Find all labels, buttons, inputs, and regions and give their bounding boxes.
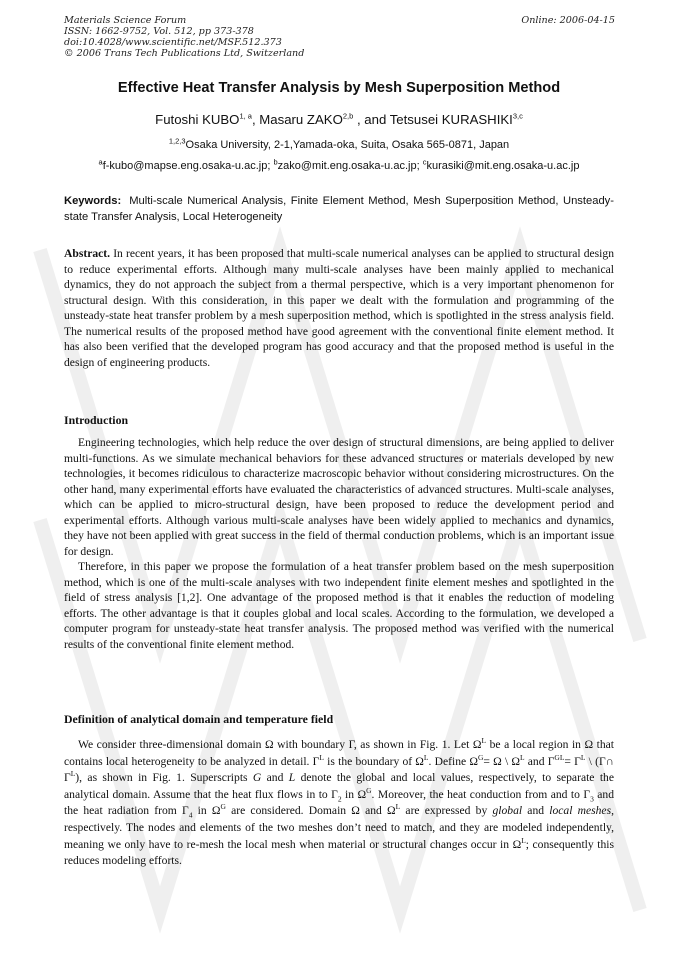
author-3: Tetsusei KURASHIKI bbox=[389, 112, 513, 127]
paper-title: Effective Heat Transfer Analysis by Mesh Superposition Method bbox=[117, 80, 561, 96]
keywords-label: Keywords: bbox=[64, 195, 122, 207]
abstract-label: Abstract. bbox=[64, 247, 111, 260]
keywords-text: Multi-scale Numerical Analysis, Finite Element Method, Mesh Superposition Method, Unsteady-state Transfer Analysis, Local Heterogeneity bbox=[64, 195, 614, 223]
definition-body bbox=[64, 737, 614, 870]
affiliation: $^{1,2,3}$Osaka University, 2-1,Yamada-oka, Suita, Osaka 565-0871, Japan bbox=[168, 136, 510, 151]
keywords bbox=[64, 194, 614, 225]
journal-header bbox=[64, 15, 304, 59]
issn-line: ISSN: 1662-9752, Vol. 512, pp 373-378 bbox=[64, 26, 254, 37]
doi-line: doi:10.4028/www.scientific.net/MSF.512.373 bbox=[64, 37, 282, 48]
abstract-text: In recent years, it has been proposed that multi-scale numerical analyses can be applied to structural design to reduce experimental efforts. Although many multi-scale analyses have been mainly applied to mechanical dynamics, they do not approach the subject from a thermal perspective, which is a very important phenomenon for structural design. With this consideration, in this paper we dealt with the formulation and programming of the unsteady-state heat transfer problem by a mesh superposition method, which is spotlighted in the stress analysis field. The numerical results of the proposed method have good agreement with the conventional finite element method. It has also been verified that the developed program has good accuracy and that the proposed method is useful in the design of engineering products. bbox=[64, 247, 614, 369]
author-list: Futoshi KUBO$^{1, a}$, Masaru ZAKO$^{2,b}$ , and Tetsusei KURASHIKI$^{3,c}$ bbox=[155, 111, 523, 127]
introduction-heading: Introduction bbox=[64, 413, 129, 427]
copyright-line: © 2006 Trans Tech Publications Ltd, Switzerland bbox=[64, 48, 305, 59]
email-list: $^a$f-kubo@mapse.eng.osaka-u.ac.jp; $^b$zako@mit.eng.osaka-u.ac.jp; $^c$kurasiki@mit.eng.osaka-u.ac.jp bbox=[98, 157, 580, 172]
abstract bbox=[64, 246, 614, 370]
email-b: zako@mit.eng.osaka-u.ac.jp; bbox=[277, 160, 423, 172]
author-1: Futoshi KUBO bbox=[155, 112, 240, 127]
online-date: Online: 2006-04-15 bbox=[521, 15, 615, 26]
email-a: f-kubo@mapse.eng.osaka-u.ac.jp; bbox=[102, 160, 274, 172]
journal-name: Materials Science Forum bbox=[64, 15, 187, 26]
introduction-paragraph: Engineering technologies, which help reduce the over design of structural dimensions, are being applied to deliver multi-functions. As we simulate mechanical behaviors for these advanced structures or materials developed by new technologies, it becomes ridiculous to characterize macroscopic behavior without considering microstructures. On the other hand, many experimental efforts have evaluated the characteristics of advanced structures. Multi-scale analyses, which can be applied to micro-structural design, have been proposed to reduce the development period and experimental efforts. Although various multi-scale analyses have been widely applied to mechanics and dynamics, they have not been applied with great success in the field of thermal conduction problems, which is an important issue for design. bbox=[64, 436, 614, 558]
email-c: kurasiki@mit.eng.osaka-u.ac.jp bbox=[426, 160, 580, 172]
definition-heading: Definition of analytical domain and temperature field bbox=[64, 712, 334, 726]
introduction-paragraph: Therefore, in this paper we propose the formulation of a heat transfer problem based on the mesh superposition method, which is one of the multi-scale analyses with two independent finite element meshes and spotlighted in the field of stress analysis [1,2]. One advantage of the proposed method is that it enables the reduction of modeling efforts. The other advantage is that it couples global and local scales. According to the formulation, we developed a computer program for unsteady-state heat transfer analysis. The proposed method was verified with the numerical results of the conventional finite element method. bbox=[64, 560, 614, 651]
author-2: Masaru ZAKO bbox=[259, 112, 343, 127]
definition-paragraph: We consider three-dimensional domain Ω with boundary Γ, as shown in Fig. 1. Let $\Omega^L$ be a local region in Ω that contains local heterogeneity to be analyzed in detail. $\Gamma^L$ is the boundary of $\Omega^L$. Define $\Omega^G= \Omega$ \ $\Omega^L$ and $\Gamma^{GL}= \Gamma^L$ \ (Γ∩ $\Gamma^L$), as shown in Fig. 1. Superscripts G and L denote the global and local values, respectively, to separate the analytical domain. Assume that the heat flux flows in to $\Gamma_2$ in $\Omega^G$. Moreover, the heat conduction from and to $\Gamma_3$ and the heat radiation from $\Gamma_4$ in $\Omega^G$ are considered. Domain Ω and $\Omega^L$ are expressed by global and local meshes, respectively. The nodes and elements of the two meshes don’t need to match, and they are modeled independently, meaning we only have to re-mesh the local mesh when material or structural changes occur in $\Omega^L$; consequently this reduces modeling efforts. bbox=[64, 736, 615, 868]
introduction-body bbox=[64, 435, 614, 652]
